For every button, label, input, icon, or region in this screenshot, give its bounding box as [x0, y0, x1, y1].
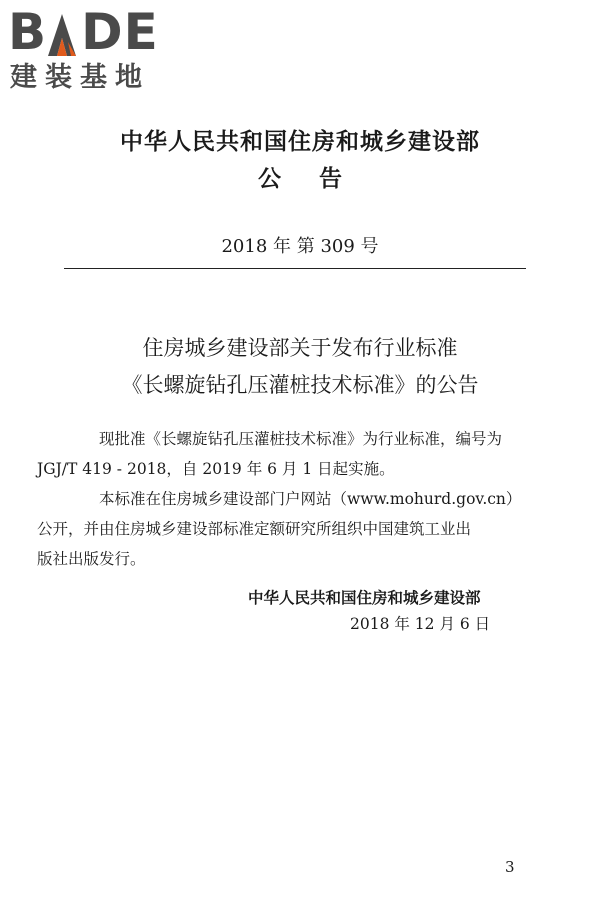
page-number: 3 [505, 858, 515, 876]
announcement-title-line1: 住房城乡建设部关于发布行业标准 [142, 336, 458, 360]
logo-subtitle: 建装基地 [10, 62, 150, 93]
signature-date: 2018 年 12 月 6 日 [350, 615, 491, 633]
body-line: 公开，并由住房城乡建设部标准定额研究所组织中国建筑工业出 [37, 520, 472, 538]
doc-number: 2018 年 第 309 号 [221, 236, 379, 257]
logo-a-shape-icon [45, 12, 79, 56]
header-doc-type: 公告 [258, 166, 380, 192]
body-line: JGJ/T 419 - 2018，自 2019 年 6 月 1 日起实施。 [37, 460, 395, 478]
bade-logo [8, 3, 178, 98]
body-paragraph-1 [37, 424, 528, 484]
signature-organization: 中华人民共和国住房和城乡建设部 [248, 589, 481, 607]
logo-wordmark [8, 3, 159, 61]
body-line: 版社出版发行。 [37, 550, 146, 568]
header-organization: 中华人民共和国住房和城乡建设部 [120, 129, 480, 155]
announcement-title-line2: 《长螺旋钻孔压灌桩技术标准》的公告 [121, 373, 479, 397]
logo-letter-b: B [8, 3, 48, 61]
body-line: 本标准在住房城乡建设部门户网站（www.mohurd.gov.cn） [99, 490, 522, 508]
body-paragraph-2 [37, 484, 528, 574]
body-line: 现批准《长螺旋钻孔压灌桩技术标准》为行业标准，编号为 [99, 430, 503, 448]
logo-letters-de: DE [81, 3, 159, 61]
header-divider [64, 268, 526, 269]
